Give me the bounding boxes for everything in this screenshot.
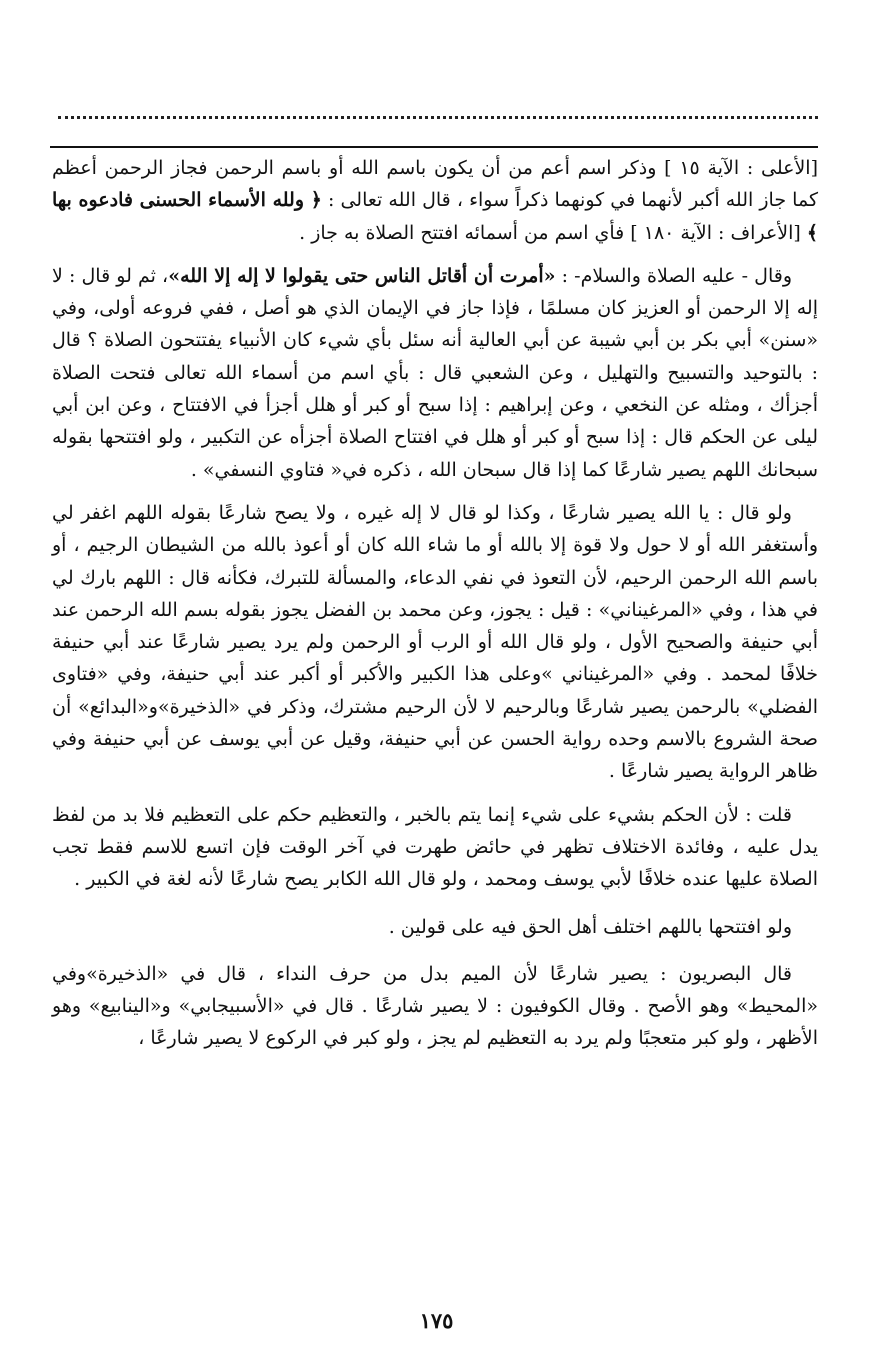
dotted-separator xyxy=(58,96,818,119)
quran-quote: ﴿ ولله الأسماء الحسنى فادعوه بها ﴾ xyxy=(52,189,818,244)
paragraph-2-text-b: ، ثم لو قال : لا إله إلا الرحمن أو العزيز كان مسلمًا ، فإذا جاز في الإيمان الذي هو أصل ، ففي فروعه أولى، وفي «سنن» أبي بكر بن أبي شيبة عن أبي العالية أنه سئل بأي شيء كان الأنبياء يفتتحون الصلاة ؟ قال : بالتوحيد والتسبيح والتهليل ، وعن الشعبي قال : بأي اسم من أسماء الله تعالى فتحت الصلاة أجزأك ، ومثله عن النخعي ، وعن إبراهيم : إذا سبح أو كبر أو هلل أجزأ في الافتتاح ، وعن ابن أبي ليلى عن الحكم قال : إذا سبح أو كبر أو هلل في افتتاح الصلاة أجزأه عن التكبير ، ولو افتتحها بقوله سبحانك اللهم يصير شارعًا كما إذا قال سبحان الله ، ذكره في« فتاوي النسفي» . xyxy=(52,264,818,481)
paragraph-1-text-b: [الأعراف : الآية ١٨٠ ] فأي اسم من أسمائه افتتح الصلاة به جاز . xyxy=(299,221,807,244)
paragraph-1 xyxy=(52,152,818,249)
paragraph-3-text: ولو قال : يا الله يصير شارعًا ، وكذا لو قال لا إله غيره ، ولا يصح شارعًا بقوله اللهم اغفر لي وأستغفر الله أو لا حول ولا قوة إلا بالله أو ما شاء الله كان أو أعوذ بالله من الشيطان الرجيم ، أو باسم الله الرحمن الرحيم، لأن التعوذ في نفي الدعاء، والمسألة للتبرك، فكأنه قال : اللهم بارك لي في هذا ، وفي «المرغيناني» : قيل : يجوز، وعن محمد بن الفضل يجوز بقوله بسم الله الرحمن عند أبي حنيفة والصحيح الأول ، ولو قال الله أو الرب أو الرحمن ولم يرد يصير شارعًا عند أبي حنيفة خلافًا لمحمد . وفي «المرغيناني »وعلى هذا الكبير والأكبر أو أكبر عند أبي حنيفة، وفي «فتاوى الفضلي» بالرحمن يصير شارعًا وبالرحيم لا لأن الرحيم مشترك، وذكر في «الذخيرة»و«البدائع» أن صحة الشروع بالاسم وحده رواية الحسن عن أبي حنيفة، وقيل عن أبي يوسف عن أبي حنيفة وفي ظاهر الرواية يصير شارعًا . xyxy=(52,501,818,783)
paragraph-5 xyxy=(52,911,818,943)
paragraph-2 xyxy=(52,260,818,486)
page-number: ١٧٥ xyxy=(419,1308,454,1333)
paragraph-5-text: ولو افتتحها باللهم اختلف أهل الحق فيه على قولين . xyxy=(388,915,792,938)
paragraph-6-text: قال البصريون : يصير شارعًا لأن الميم بدل من حرف النداء ، قال في «الذخيرة»وفي «المحيط» وهو الأصح . وقال الكوفيون : لا يصير شارعًا . قال في «الأسبيجابي» و«الينابيع» وهو الأظهر ، ولو كبر متعجبًا ولم يرد به التعظيم لم يجز ، ولو كبر في الركوع لا يصير شارعًا ، xyxy=(52,962,818,1050)
paragraph-4-text: قلت : لأن الحكم بشيء على شيء إنما يتم بالخبر ، والتعظيم حكم على التعظيم فلا بد من لفظ يدل عليه ، وفائدة الاختلاف تظهر في حائض طهرت في آخر الوقت فإن اتسع للاسم فقط تجب الصلاة عليها عنده خلافًا لأبي يوسف ومحمد ، ولو قال الله الكابر يصح شارعًا لأنه لغة في الكبير . xyxy=(52,803,818,891)
paragraph-2-text-a: وقال - عليه الصلاة والسلام- : xyxy=(555,264,792,287)
hadith-quote: «أمرت أن أقاتل الناس حتى يقولوا لا إله إلا الله» xyxy=(168,264,556,287)
footnote-rule xyxy=(50,146,818,148)
paragraph-6 xyxy=(52,958,818,1055)
paragraph-3 xyxy=(52,497,818,788)
paragraph-1-text-a: [الأعلى : الآية ١٥ ] وذكر اسم أعم من أن يكون باسم الله أو باسم الرحمن فجاز الرحمن أعظم كما جاز الله أكبر لأنهما في كونهما ذكراً سواء ، قال الله تعالى : xyxy=(52,157,818,212)
paragraph-4 xyxy=(52,799,818,896)
page-body xyxy=(52,152,818,1055)
